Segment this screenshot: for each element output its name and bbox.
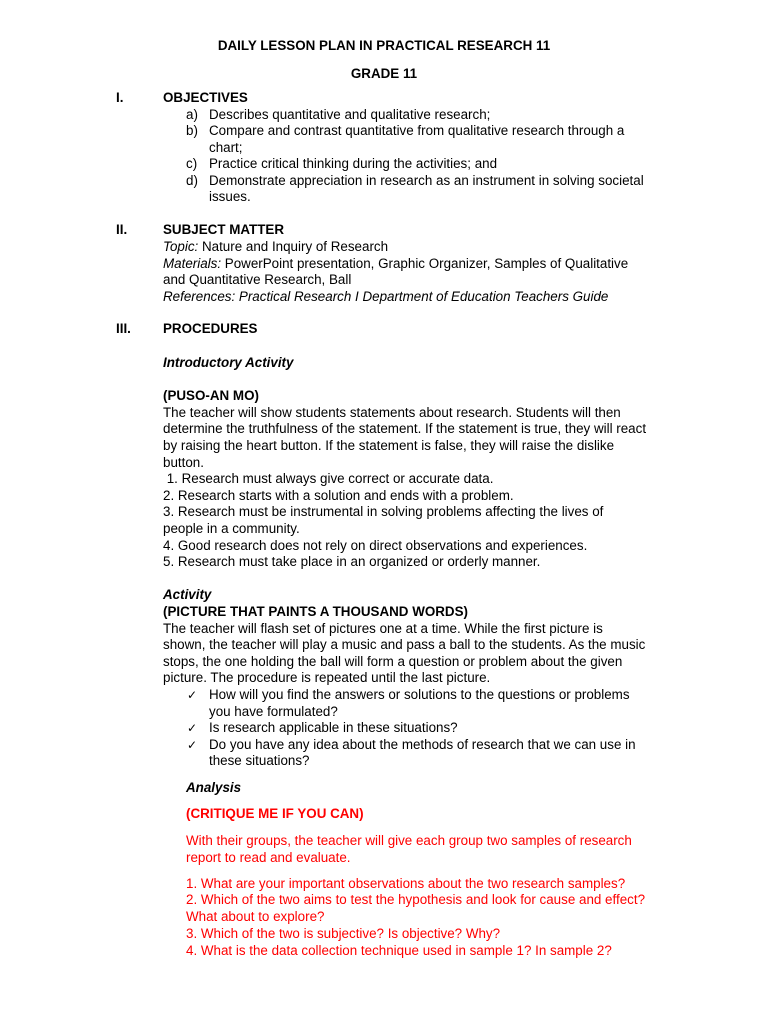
analysis-text: With their groups, the teacher will give each group two samples of research [186, 833, 632, 848]
materials-value: PowerPoint presentation, Graphic Organizer, Samples of Qualitative [221, 256, 629, 271]
intro-activity-heading: Introductory Activity [163, 355, 294, 370]
objective-marker: d) [186, 173, 198, 188]
objective-text: issues. [209, 189, 251, 204]
checkmark-icon: ✓ [187, 688, 198, 702]
activity-text: picture. The procedure is repeated until the last picture. [163, 670, 491, 685]
objective-marker: a) [186, 107, 198, 122]
analysis-question: 3. Which of the two is subjective? Is objective? Why? [186, 926, 501, 941]
section-heading-subject-matter: SUBJECT MATTER [163, 222, 285, 237]
document-title: DAILY LESSON PLAN IN PRACTICAL RESEARCH 11 [217, 38, 551, 53]
section-numeral-subject-matter: II. [116, 222, 128, 237]
grade-label: GRADE 11 [350, 66, 418, 81]
topic-value: Nature and Inquiry of Research [198, 239, 389, 254]
intro-text: by raising the heart button. If the statement is false, they will raise the dislike [163, 438, 615, 453]
objective-text: Demonstrate appreciation in research as an instrument in solving societal [209, 173, 644, 188]
objective-marker: c) [186, 156, 198, 171]
analysis-question: What about to explore? [186, 909, 325, 924]
materials-value-cont: and Quantitative Research, Ball [163, 272, 352, 287]
statement-item: 2. Research starts with a solution and ends with a problem. [163, 488, 514, 503]
analysis-question: 2. Which of the two aims to test the hypothesis and look for cause and effect? [186, 892, 646, 907]
materials-label: Materials: [163, 256, 222, 271]
section-heading-procedures: PROCEDURES [163, 321, 258, 336]
references-line: References: Practical Research I Department of Education Teachers Guide [163, 289, 609, 304]
intro-text: The teacher will show students statements about research. Students will then [163, 405, 621, 420]
analysis-question: 1. What are your important observations about the two research samples? [186, 876, 626, 891]
section-numeral-procedures: III. [116, 321, 131, 336]
activity-text: stops, the one holding the ball will form a question or problem about the given [163, 654, 623, 669]
statement-item: people in a community. [163, 521, 300, 536]
check-item-text: these situations? [209, 753, 310, 768]
statement-item: 5. Research must take place in an organized or orderly manner. [163, 554, 541, 569]
analysis-heading: Analysis [186, 780, 242, 795]
check-item-text: you have formulated? [209, 704, 338, 719]
intro-activity-title: (PUSO-AN MO) [163, 388, 259, 403]
statement-item: 3. Research must be instrumental in solving problems affecting the lives of [163, 504, 604, 519]
objective-text: Compare and contrast quantitative from qualitative research through a [209, 123, 625, 138]
analysis-text: report to read and evaluate. [186, 850, 351, 865]
intro-text: button. [163, 455, 204, 470]
intro-text: determine the truthfulness of the statement. If the statement is true, they will react [163, 421, 647, 436]
materials-line [163, 256, 628, 272]
checkmark-icon: ✓ [187, 738, 198, 752]
activity-text: shown, the teacher will play a music and pass a ball to the students. As the music [163, 637, 646, 652]
objective-marker: b) [186, 123, 198, 138]
checkmark-icon: ✓ [187, 721, 198, 735]
section-heading-objectives: OBJECTIVES [163, 90, 248, 105]
activity-title: (PICTURE THAT PAINTS A THOUSAND WORDS) [163, 604, 468, 619]
objective-text: Practice critical thinking during the activities; and [209, 156, 498, 171]
activity-text: The teacher will flash set of pictures one at a time. While the first picture is [163, 621, 603, 636]
check-item-text: Do you have any idea about the methods of research that we can use in [209, 737, 636, 752]
check-item-text: How will you find the answers or solutions to the questions or problems [209, 687, 630, 702]
topic-line [163, 239, 388, 255]
statement-item: 1. Research must always give correct or accurate data. [163, 471, 494, 486]
section-numeral-objectives: I. [116, 90, 124, 105]
check-item-text: Is research applicable in these situations? [209, 720, 458, 735]
analysis-question: 4. What is the data collection technique used in sample 1? In sample 2? [186, 943, 612, 958]
objective-text: Describes quantitative and qualitative research; [209, 107, 491, 122]
activity-heading: Activity [163, 587, 212, 602]
topic-label: Topic: [163, 239, 199, 254]
objective-text: chart; [209, 140, 243, 155]
analysis-title: (CRITIQUE ME IF YOU CAN) [186, 806, 364, 821]
statement-item: 4. Good research does not rely on direct observations and experiences. [163, 538, 588, 553]
